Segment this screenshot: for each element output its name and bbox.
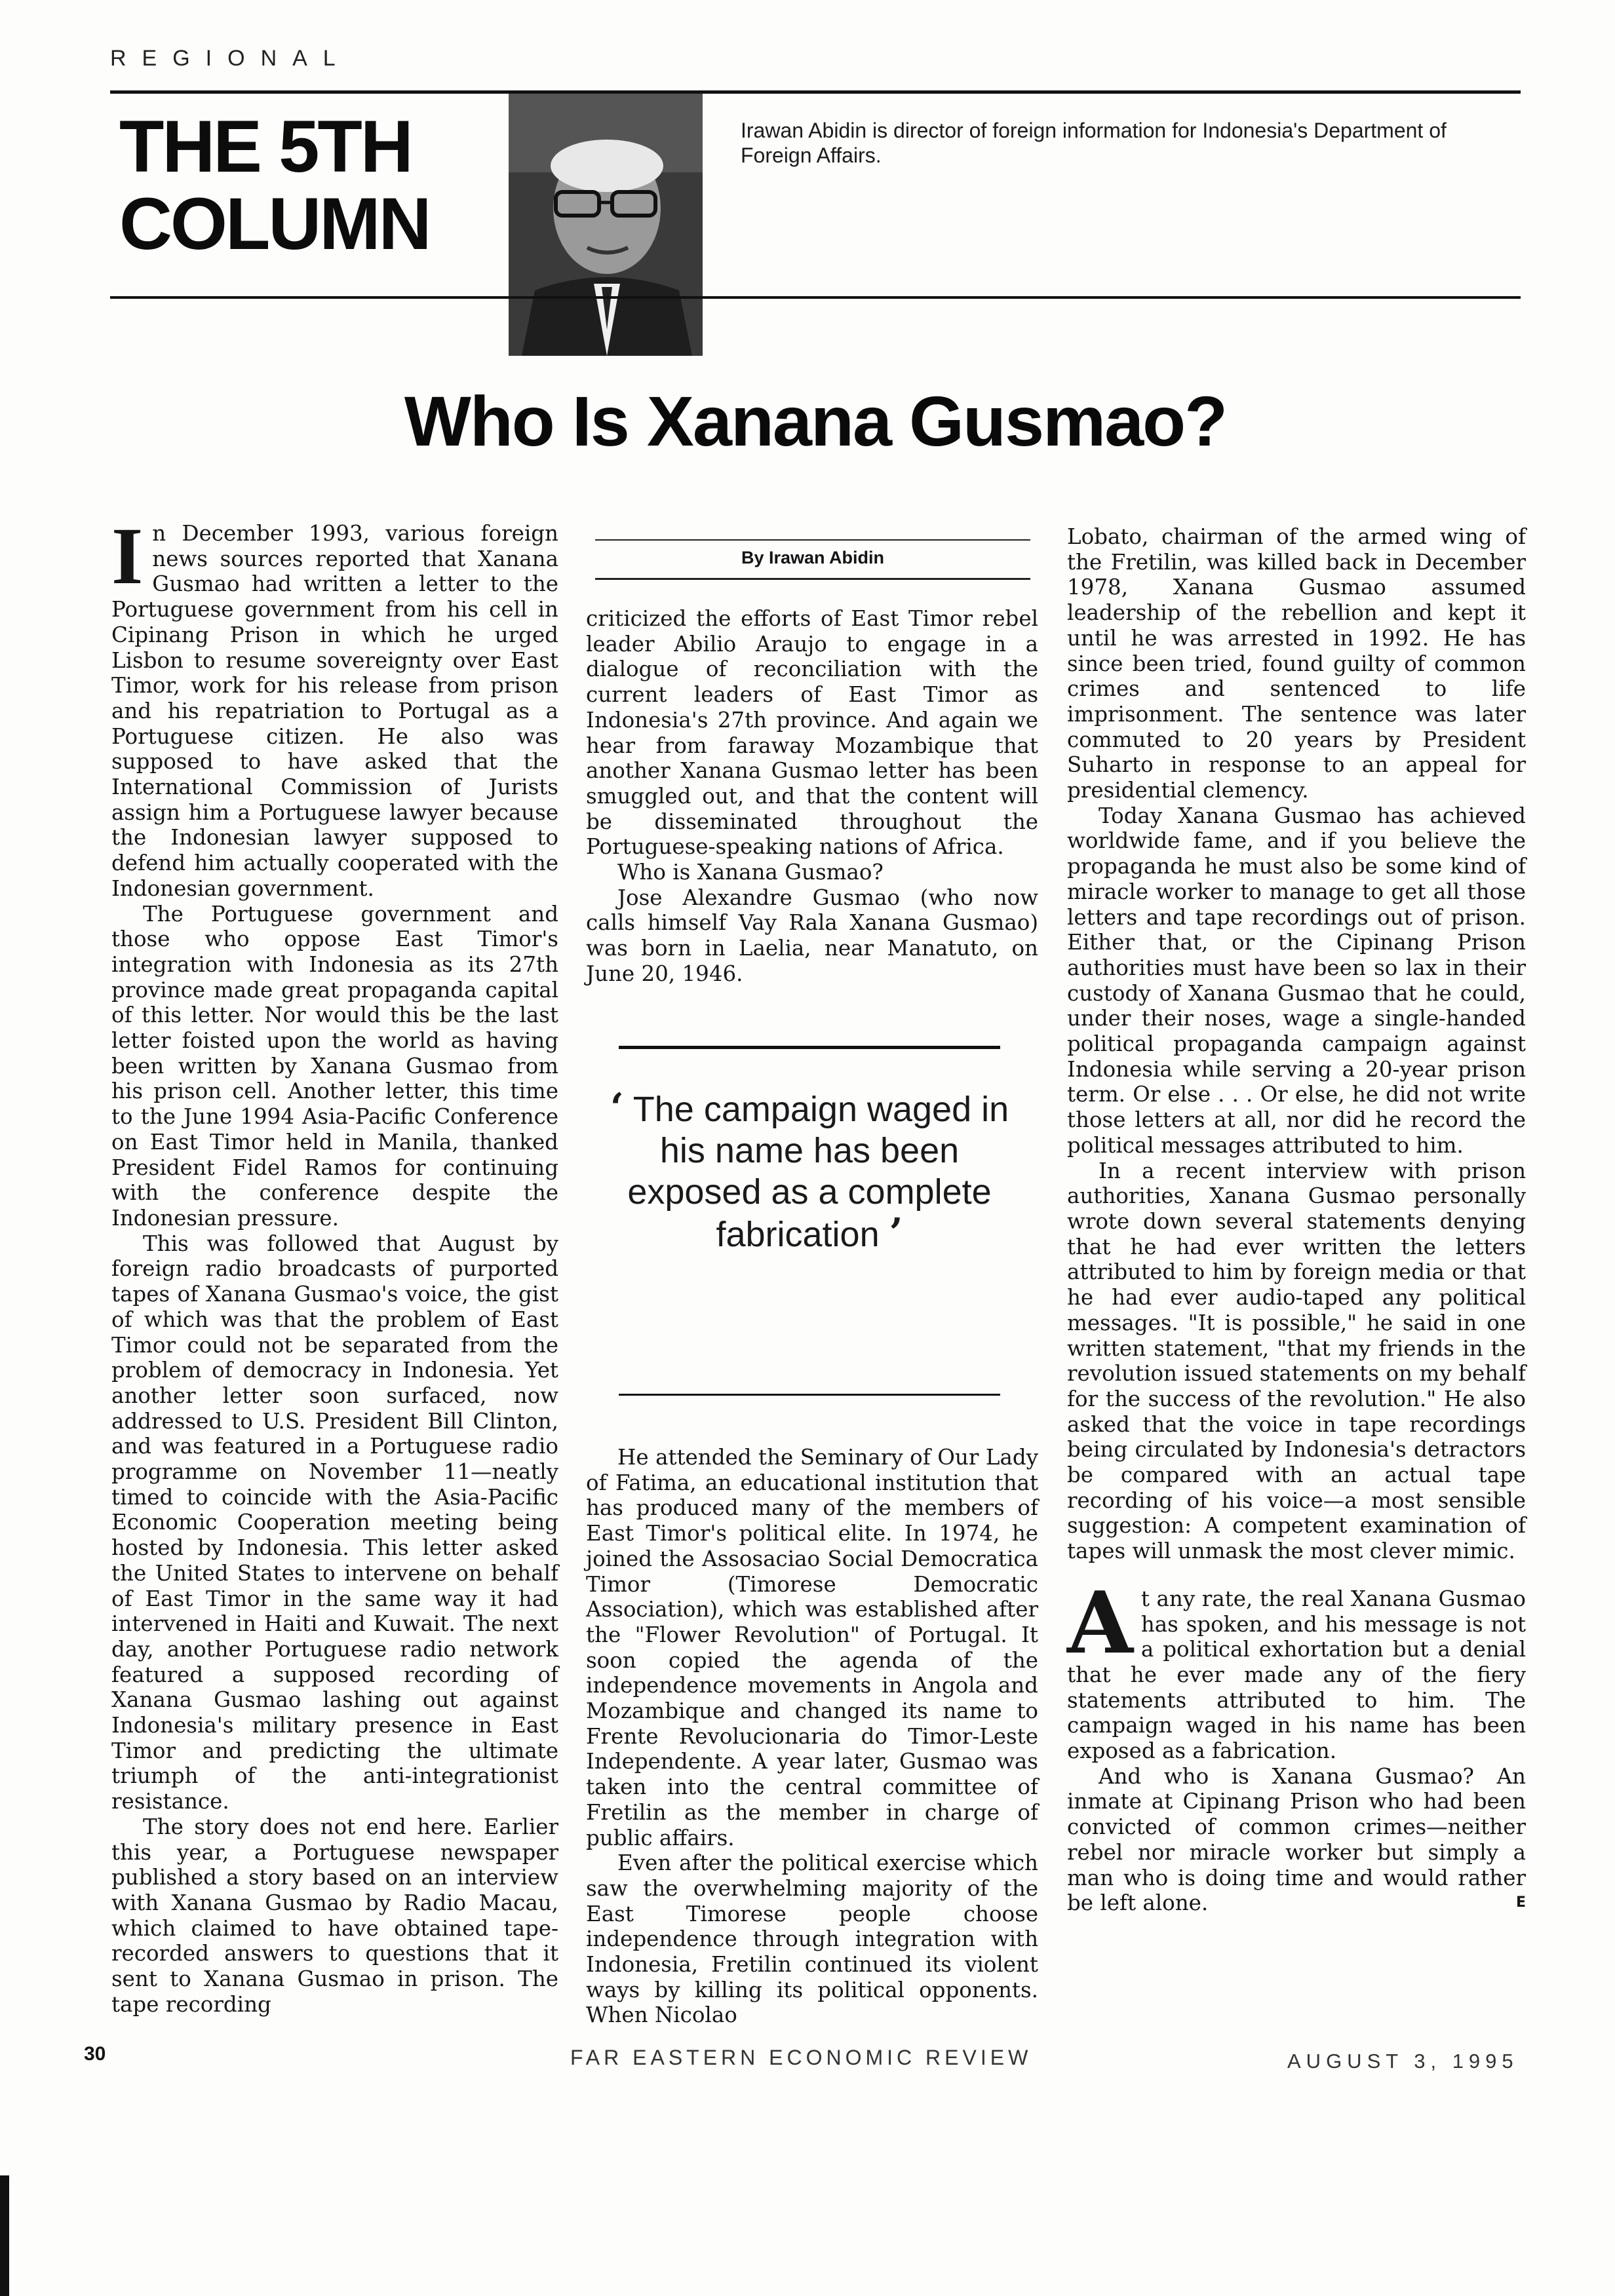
pullquote-text: The campaign waged in his name has been exposed as a complete fabrication — [627, 1090, 1009, 1254]
issue-date: AUGUST 3, 1995 — [1287, 2050, 1519, 2073]
author-note: Irawan Abidin is director of foreign information for Indonesia's Department of Foreign Affairs. — [741, 119, 1447, 167]
paragraph-text: n December 1993, various foreign news sources reported that Xanana Gusmao had written a letter to the Portuguese government from his cell in Cipinang Prison in which he urged Lisbon to resume sovereignty over East Timor, work for his release from prison and his repatriation to Portugal as a Portuguese citizen. He also was supposed to have asked that the International Commission of Jurists assign him a Portuguese lawyer because the Indonesian lawyer supposed to defend him actually cooperated with the Indonesian government. — [111, 521, 558, 901]
paragraph: The Portuguese government and those who oppose East Timor's integration with Indonesia as its 27th province made great propaganda capital of this letter. Nor would this be the last letter foisted upon the world as having been written by Xanana Gusmao from his prison cell. Another letter, this time to the June 1994 Asia-Pacific Conference on East Timor held in Manila, thanked President Fidel Ramos for continuing with the conference despite the Indonesian pressure. — [111, 901, 558, 1231]
drop-cap: A — [1067, 1572, 1133, 1673]
paragraph — [1067, 1572, 1526, 1764]
pullquote-rule-bottom — [619, 1394, 1000, 1396]
header-rule-bottom — [110, 296, 1521, 299]
byline: By Irawan Abidin — [741, 548, 885, 567]
byline-rule-bottom — [595, 578, 1030, 580]
page-number: 30 — [84, 2043, 106, 2065]
article-column-2-top — [586, 606, 1038, 987]
paragraph: In a recent interview with prison authorities, Xanana Gusmao personally wrote down several statements denying that he had ever written the letters attributed to him by foreign media or that he had ever audio-taped any political messages. "It is possible," he said in one written statement, "that my friends in the revolution issued statements on my behalf for the success of the revolution." He also asked that the voice in tape recordings being circulated by Indonesia's detractors be compared with an actual tape recording of his voice—a most sensible suggestion: A competent examination of tapes will unmask the most clever mimic. — [1067, 1158, 1526, 1564]
article-column-1 — [111, 511, 558, 2017]
end-mark: E — [1515, 1894, 1526, 1911]
headline: Who Is Xanana Gusmao? — [404, 381, 1227, 461]
byline-rule-top — [595, 539, 1030, 541]
header-rule-top — [110, 90, 1521, 94]
paragraph: The story does not end here. Earlier this year, a Portuguese newspaper published a story based on an interview with Xanana Gusmao by Radio Macau, which claimed to have obtained tape-recorded answers to questions that it sent to Xanana Gusmao in prison. The tape recording — [111, 1814, 558, 2017]
section-label: REGIONAL — [110, 46, 351, 71]
paragraph — [111, 511, 558, 902]
paragraph: Who is Xanana Gusmao? — [617, 860, 884, 885]
column-title — [119, 105, 506, 265]
article-column-3 — [1067, 524, 1526, 1916]
column-title-line1: THE 5TH — [119, 105, 412, 187]
paragraph-text: And who is Xanana Gusmao? An inmate at Cipinang Prison who had been convicted of common crimes—neither rebel nor miracle worker but simply a man who is doing time and would rather be left alone. — [1067, 1763, 1526, 1916]
scan-edge-shadow — [0, 2175, 9, 2296]
paragraph: Today Xanana Gusmao has achieved worldwide fame, and if you believe the propaganda he must also be some kind of miracle worker to manage to get all those letters and tape recordings out of prison. Either that, or the Cipinang Prison authorities must have been so lax in their custody of Xanana Gusmao that he could, under their noses, wage a single-handed political propaganda campaign against Indonesia while serving a 20-year prison term. Or else . . . Or else, he did not write those letters at all, nor did he record the political messages attributed to him. — [1067, 803, 1526, 1158]
paragraph: Lobato, chairman of the armed wing of the Fretilin, was killed back in December 1978, Xanana Gusmao assumed leadership of the rebellion and kept it until he was arrested in 1992. He has since been tried, found guilty of common crimes and sentenced to life imprisonment. The sentence was later commuted to 20 years by President Suharto in response to an appeal for presidential clemency. — [1067, 524, 1526, 803]
pullquote — [610, 1085, 1009, 1256]
paragraph — [1067, 1764, 1526, 1916]
pullquote-rule-top — [619, 1046, 1000, 1049]
paragraph: This was followed that August by foreign radio broadcasts of purported tapes of Xanana Gusmao's voice, the gist of which was that the problem of East Timor could not be separated from the problem of democracy in Indonesia. Yet another letter soon surfaced, now addressed to U.S. President Bill Clinton, and was featured in a Portuguese radio programme on November 11—neatly timed to coincide with the Asia-Pacific Economic Cooperation meeting being hosted by Indonesia. This letter asked the United States to intervene on behalf of East Timor in the same way it had intervened in Haiti and Kuwait. The next day, another Portuguese radio network featured a supposed recording of Xanana Gusmao lashing out against Indonesia's military presence in East Timor and predicting the ultimate triumph of the anti-integrationist resistance. — [111, 1231, 558, 1814]
paragraph-text: t any rate, the real Xanana Gusmao has spoken, and his message is not a political exhortation but a denial that he ever made any of the fiery statements attributed to him. The campaign waged in his name has been exposed as a fabrication. — [1067, 1586, 1526, 1764]
column-title-line2: COLUMN — [119, 183, 430, 265]
open-quote-mark: ‘ — [610, 1085, 624, 1131]
paragraph: criticized the efforts of East Timor rebel leader Abilio Araujo to engage in a dialogue of reconciliation with the current leaders of East Timor as Indonesia's 27th province. And again we hear from faraway Mozambique that another Xanana Gusmao letter has been smuggled out, and that the content will be disseminated throughout the Portuguese-speaking nations of Africa. — [586, 606, 1038, 860]
article-column-2-bottom — [586, 1445, 1038, 2028]
close-quote-mark: ’ — [889, 1210, 903, 1256]
author-portrait-image — [509, 94, 703, 356]
drop-cap: I — [111, 511, 144, 601]
paragraph: Jose Alexandre Gusmao (who now calls himself Vay Rala Xanana Gusmao) was born in Laelia, near Manatuto, on June 20, 1946. — [586, 885, 1038, 986]
publication-name: FAR EASTERN ECONOMIC REVIEW — [570, 2046, 1032, 2069]
paragraph: He attended the Seminary of Our Lady of Fatima, an educational institution that has produced many of the members of East Timor's political elite. In 1974, he joined the Assosaciao Social Democratica Timor (Timorese Democratic Association), which was established after the "Flower Revolution" of Portugal. It soon copied the agenda of the independence movements in Angola and Mozambique and changed its name to Frente Revolucionaria do Timor-Leste Independente. A year later, Gusmao was taken into the central committee of Fretilin as the member in charge of public affairs. — [586, 1445, 1038, 1850]
author-photo — [509, 94, 703, 356]
paragraph: Even after the political exercise which saw the overwhelming majority of the East Timorese people choose independence through integration with Indonesia, Fretilin continued its violent ways by killing its political opponents. When Nicolao — [586, 1850, 1038, 2028]
